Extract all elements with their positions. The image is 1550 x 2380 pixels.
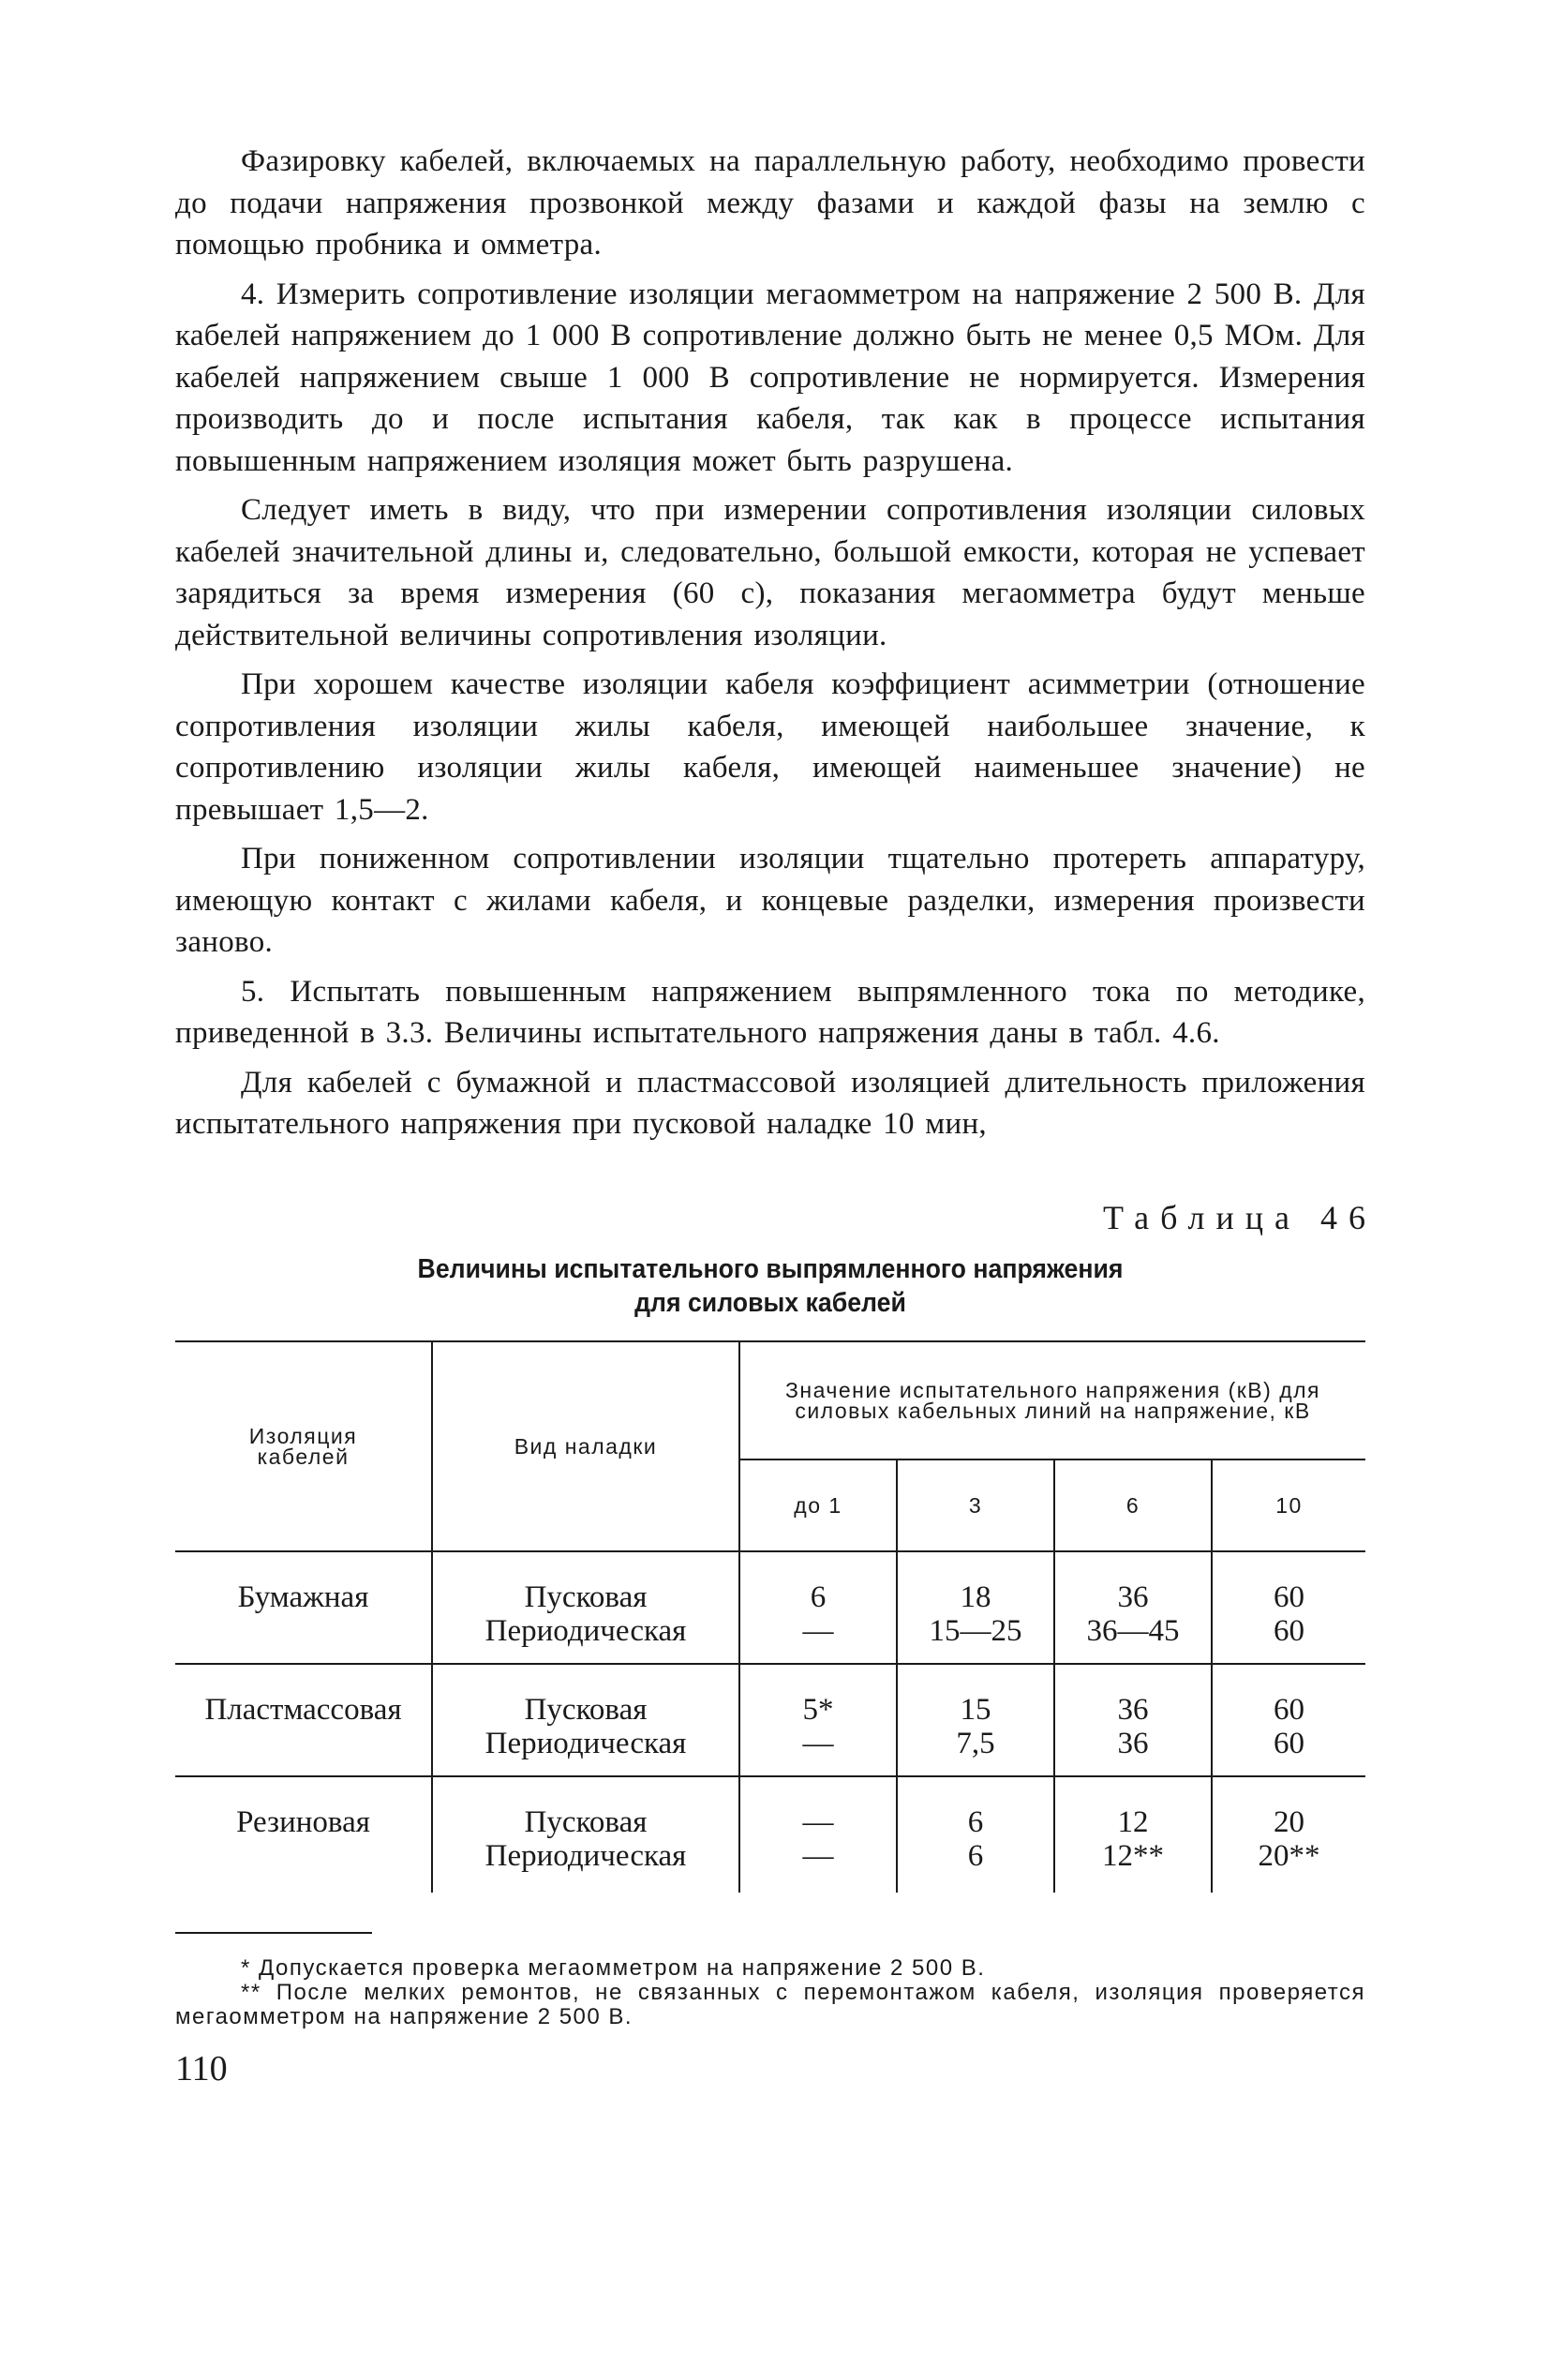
value-periodic: 36 (1117, 1726, 1149, 1760)
value-startup: 60 (1274, 1579, 1305, 1614)
setup-startup: Пусковая (524, 1692, 648, 1727)
setup-periodic: Периодическая (484, 1613, 687, 1648)
setup-startup: Пусковая (524, 1579, 648, 1614)
paragraph-capacitance-note: Следует иметь в виду, что при измерении сопротивления изоляции силовых кабелей значительной длины и, следовательно, большой емкости, которая не успевает зарядиться за время измерения (60 с), показания мегаомметра будут меньше действительной величины сопротивления изоляции. (175, 493, 1365, 652)
value-startup: 6 (810, 1579, 827, 1614)
cell-voltage-10 (1212, 1776, 1365, 1893)
header-voltage-6: 6 (1054, 1459, 1212, 1551)
table-row-rubber (175, 1776, 1365, 1893)
value-periodic: 6 (967, 1838, 984, 1873)
cell-setup (432, 1551, 739, 1664)
cell-voltage-3 (897, 1664, 1054, 1776)
cell-insulation: Резиновая (236, 1804, 370, 1839)
cell-voltage-1 (739, 1551, 897, 1664)
setup-periodic: Периодическая (484, 1726, 687, 1760)
page-number: 110 (175, 2048, 228, 2088)
value-periodic: — (802, 1726, 834, 1760)
value-periodic: 15—25 (929, 1613, 1022, 1648)
cell-voltage-3 (897, 1776, 1054, 1893)
header-voltage-group: Значение испытательного напряжения (кВ) для силовых кабельных линий на напряжение, кВ (739, 1341, 1365, 1459)
value-periodic: 60 (1274, 1726, 1305, 1760)
value-startup: — (802, 1804, 834, 1839)
paragraph-item-4: 4. Измерить сопротивление изоляции мегаомметром на напряжение 2 500 В. Для кабелей напряжением до 1 000 В сопротивление должно быть не менее 0,5 МОм. Для кабелей напряжением свыше 1 000 В сопротивление не нормируется. Измерения производить до и после испытания кабеля, так как в процессе испытания повышенным напряжением изоляция может быть разрушена. (175, 277, 1365, 478)
value-startup: 36 (1117, 1579, 1149, 1614)
value-periodic: 36—45 (1086, 1613, 1180, 1648)
value-startup: 60 (1274, 1692, 1305, 1727)
header-voltage-3: 3 (897, 1459, 1054, 1551)
cell-insulation: Бумажная (237, 1579, 369, 1614)
cell-setup (432, 1664, 739, 1776)
table-title-line-1: Величины испытательного выпрямленного напряжения (417, 1253, 1124, 1284)
cell-voltage-6 (1054, 1664, 1212, 1776)
cell-voltage-1 (739, 1664, 897, 1776)
cell-insulation: Пластмассовая (204, 1692, 402, 1727)
header-setup-type: Вид наладки (432, 1341, 739, 1551)
cell-voltage-10 (1212, 1664, 1365, 1776)
test-voltage-table (175, 1340, 1365, 1893)
value-startup: 18 (960, 1579, 991, 1614)
paragraph-asymmetry: При хорошем качестве изоляции кабеля коэффициент асимметрии (отношение сопротивления изоляции жилы кабеля, имеющей наибольшее значение, к сопротивлению изоляции жилы кабеля, имеющей наименьшее значение) не превышает 1,5—2. (175, 667, 1365, 827)
footnote-1: * Допускается проверка мегаомметром на напряжение 2 500 В. (241, 1954, 986, 1981)
header-insulation: Изоляция кабелей (248, 1423, 358, 1469)
value-periodic: 7,5 (956, 1726, 995, 1760)
value-startup: 12 (1117, 1804, 1149, 1839)
value-periodic: 12** (1102, 1838, 1164, 1873)
table-label: Таблица 46 (1103, 1198, 1377, 1236)
value-periodic: — (802, 1838, 834, 1873)
paragraph-phasing: Фазировку кабелей, включаемых на параллельную работу, необходимо провести до подачи напряжения прозвонкой между фазами и каждой фазы на землю с помощью пробника и омметра. (175, 144, 1365, 262)
cell-voltage-1 (739, 1776, 897, 1893)
cell-voltage-3 (897, 1551, 1054, 1664)
value-startup: 6 (967, 1804, 984, 1839)
paragraph-low-resistance: При пониженном сопротивлении изоляции тщательно протереть аппаратуру, имеющую контакт с жилами кабеля, и концевые разделки, измерения произвести заново. (175, 842, 1365, 959)
page (175, 141, 1377, 2089)
table-title (223, 1252, 1318, 1320)
paragraph-duration: Для кабелей с бумажной и пластмассовой изоляцией длительность приложения испытательного напряжения при пусковой наладке 10 мин, (175, 1065, 1365, 1141)
value-periodic: — (802, 1613, 834, 1648)
paragraph-item-5: 5. Испытать повышенным напряжением выпрямленного тока по методике, приведенной в 3.3. Величины испытательного напряжения даны в табл. 4.6. (175, 974, 1365, 1050)
value-startup: 5* (802, 1692, 834, 1727)
cell-setup (432, 1776, 739, 1893)
table-row-plastic (175, 1664, 1365, 1776)
cell-voltage-10 (1212, 1551, 1365, 1664)
header-voltage-10: 10 (1212, 1459, 1365, 1551)
value-startup: 20 (1274, 1804, 1305, 1839)
footnote-divider (175, 1932, 372, 1934)
table-title-line-2: для силовых кабелей (634, 1287, 906, 1318)
setup-startup: Пусковая (524, 1804, 648, 1839)
value-periodic: 20** (1258, 1838, 1320, 1873)
footnote-2: ** После мелких ремонтов, не связанных с перемонтажом кабеля, изоляция проверяется мегаомметром на напряжение 2 500 В. (175, 1979, 1365, 2029)
value-periodic: 60 (1274, 1613, 1305, 1648)
setup-periodic: Периодическая (484, 1838, 687, 1873)
table-row-paper (175, 1551, 1365, 1664)
value-startup: 36 (1117, 1692, 1149, 1727)
value-startup: 15 (960, 1692, 991, 1727)
footnotes (175, 1956, 1365, 2029)
cell-voltage-6 (1054, 1776, 1212, 1893)
cell-voltage-6 (1054, 1551, 1212, 1664)
header-voltage-1: до 1 (739, 1459, 897, 1551)
